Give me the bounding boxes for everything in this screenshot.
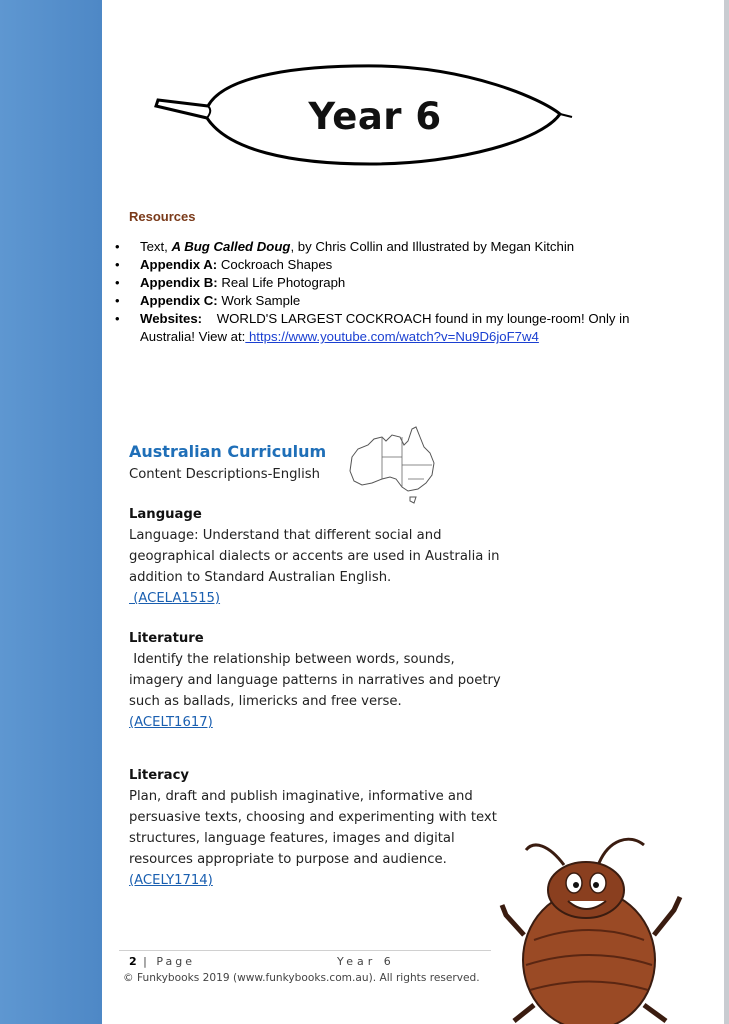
youtube-link[interactable]: https://www.youtube.com/watch?v=Nu9D6joF7w4 xyxy=(245,329,539,344)
list-item: • Appendix A: Cockroach Shapes xyxy=(113,256,673,274)
section-body: Language: Understand that different social and geographical dialects or accents are used in Australia in addition to Standard Australian English. xyxy=(129,528,500,585)
list-item: • Appendix B: Real Life Photograph xyxy=(113,274,673,292)
copyright: © Funkybooks 2019 (www.funkybooks.com.au). All rights reserved. xyxy=(123,972,480,984)
literacy-section xyxy=(129,765,504,891)
section-heading: Literature xyxy=(129,631,204,646)
page-number: 2 | Page xyxy=(129,955,195,968)
acela1515-link[interactable]: (ACELA1515) xyxy=(129,591,221,606)
language-section xyxy=(129,504,504,609)
acely1714-link[interactable]: (ACELY1714) xyxy=(129,873,213,888)
list-item: • Appendix C: Work Sample xyxy=(113,292,673,310)
list-item: • Websites: WORLD'S LARGEST COCKROACH found in my lounge-room! Only in Australia! View at: https://www.youtube.com/watch?v=Nu9D6joF7w4 xyxy=(113,310,673,346)
australia-map-icon xyxy=(344,421,440,513)
section-heading: Literacy xyxy=(129,768,189,783)
resources-list xyxy=(113,238,673,346)
footer-divider xyxy=(119,950,491,951)
curriculum-title: Australian Curriculum xyxy=(129,442,327,461)
sidebar-band xyxy=(0,0,102,1024)
resources-heading: Resources xyxy=(129,209,196,224)
footer-year: Year 6 xyxy=(337,955,395,968)
literature-section xyxy=(129,628,504,733)
page-edge xyxy=(724,0,729,1024)
section-body: Plan, draft and publish imaginative, informative and persuasive texts, choosing and experimenting with text structures, language features, images and digital resources appropriate to purpose and audience. xyxy=(129,789,497,867)
title-banner xyxy=(150,60,575,172)
curriculum-subtitle: Content Descriptions-English xyxy=(129,467,320,482)
section-heading: Language xyxy=(129,507,202,522)
page-title: Year 6 xyxy=(308,94,442,138)
list-item: • Text, A Bug Called Doug, by Chris Collin and Illustrated by Megan Kitchin xyxy=(113,238,673,256)
section-body: Identify the relationship between words, sounds, imagery and language patterns in narratives and poetry such as ballads, limericks and free verse. xyxy=(129,652,505,709)
acelt1617-link[interactable]: (ACELT1617) xyxy=(129,715,213,730)
cockroach-illustration xyxy=(494,825,694,1024)
